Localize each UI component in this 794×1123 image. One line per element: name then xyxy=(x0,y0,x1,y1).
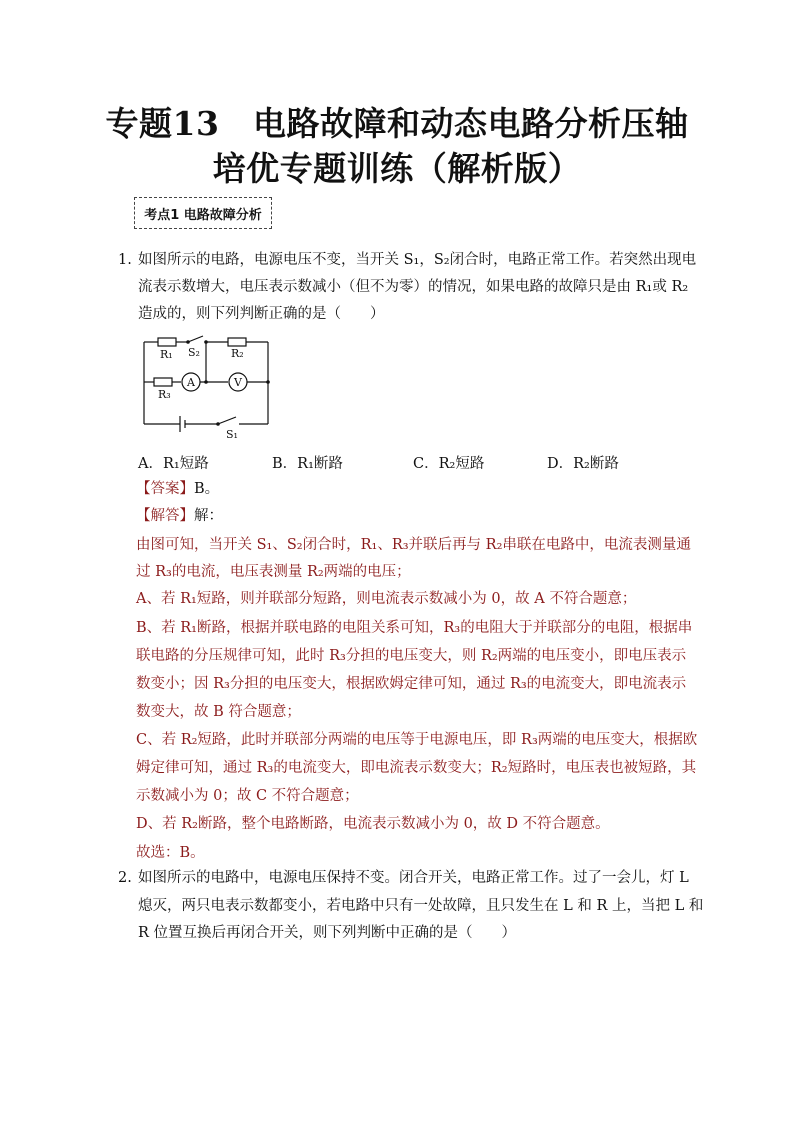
analysis-line: A、若 R₁短路，则并联部分短路，则电流表示数减小为 0，故 A 不符合题意； xyxy=(136,591,637,607)
q1-number: 1. xyxy=(118,252,132,268)
resistor-r2 xyxy=(228,338,246,346)
label-r2: R₂ xyxy=(231,347,244,360)
q1-answer xyxy=(136,479,219,499)
label-voltmeter: V xyxy=(234,376,242,389)
topic-label: 考点1 电路故障分析 xyxy=(144,207,262,223)
analysis-suffix: 解： xyxy=(194,508,223,524)
analysis-line: 过 R₃的电流，电压表测量 R₂两端的电压； xyxy=(136,564,411,580)
label-ammeter: A xyxy=(187,376,195,389)
analysis-line: 示数减小为 0；故 C 不符合题意； xyxy=(136,788,359,804)
answer-label: 【答案】 xyxy=(136,481,194,497)
q2-number: 2. xyxy=(118,870,132,886)
q2-line: 熄灭，两只电表示数都变小，若电路中只有一处故障，且只发生在 L 和 R 上，当把 L 和 xyxy=(138,898,704,914)
analysis-line: 姆定律可知，通过 R₃的电流变大，即电流表示数变大；R₂短路时，电压表也被短路，其 xyxy=(136,760,697,776)
analysis-line: 由图可知，当开关 S₁、S₂闭合时，R₁、R₃并联后再与 R₂串联在电路中，电流表测量通 xyxy=(136,537,691,553)
q1-option-c: C．R₂短路 xyxy=(413,456,485,472)
q1-circuit-diagram xyxy=(140,332,280,444)
q1-analysis-heading xyxy=(136,506,223,526)
analysis-conclusion: 故选：B。 xyxy=(136,845,205,861)
page-title-line1: 专题13 电路故障和动态电路分析压轴 xyxy=(105,104,689,143)
q1-line: 如图所示的电路，电源电压不变，当开关 S₁，S₂闭合时，电路正常工作。若突然出现电 xyxy=(138,252,697,268)
analysis-line: 数变大，故 B 符合题意； xyxy=(136,704,301,720)
analysis-line: C、若 R₂短路，此时并联部分两端的电压等于电源电压，即 R₃两端的电压变大，根据欧 xyxy=(136,732,698,748)
q1-line: 流表示数增大，电压表示数减小（但不为零）的情况，如果电路的故障只是由 R₁或 R₂ xyxy=(138,279,689,295)
analysis-line: D、若 R₂断路，整个电路断路，电流表示数减小为 0，故 D 不符合题意。 xyxy=(136,816,610,832)
label-r1: R₁ xyxy=(160,348,173,361)
q2-line: R 位置互换后再闭合开关，则下列判断中正确的是（ ） xyxy=(138,925,517,941)
q1-option-a: A．R₁短路 xyxy=(138,456,209,472)
switch-s2 xyxy=(188,336,203,342)
label-s2: S₂ xyxy=(188,346,200,359)
resistor-r3 xyxy=(154,378,172,386)
label-s1: S₁ xyxy=(226,428,238,441)
analysis-line: 联电路的分压规律可知，此时 R₃分担的电压变大，则 R₂两端的电压变小，即电压表示 xyxy=(136,648,687,664)
analysis-label: 【解答】 xyxy=(136,508,194,524)
page-title-line2: 培优专题训练（解析版） xyxy=(212,149,582,188)
label-r3: R₃ xyxy=(158,388,171,401)
q1-line: 造成的，则下列判断正确的是（ ） xyxy=(138,306,385,322)
analysis-line: 数变小；因 R₃分担的电压变大，根据欧姆定律可知，通过 R₃的电流变大，即电流表示 xyxy=(136,676,687,692)
topic-label-box xyxy=(134,197,272,229)
switch-s1 xyxy=(218,417,236,424)
analysis-line: B、若 R₁断路，根据并联电路的电阻关系可知，R₃的电阻大于并联部分的电阻，根据串 xyxy=(136,620,693,636)
q1-option-d: D．R₂断路 xyxy=(547,456,619,472)
resistor-r1 xyxy=(158,338,176,346)
answer-value: B。 xyxy=(194,481,220,497)
q1-option-b: B．R₁断路 xyxy=(272,456,343,472)
q2-line: 如图所示的电路中，电源电压保持不变。闭合开关，电路正常工作。过了一会儿，灯 L xyxy=(138,870,689,886)
